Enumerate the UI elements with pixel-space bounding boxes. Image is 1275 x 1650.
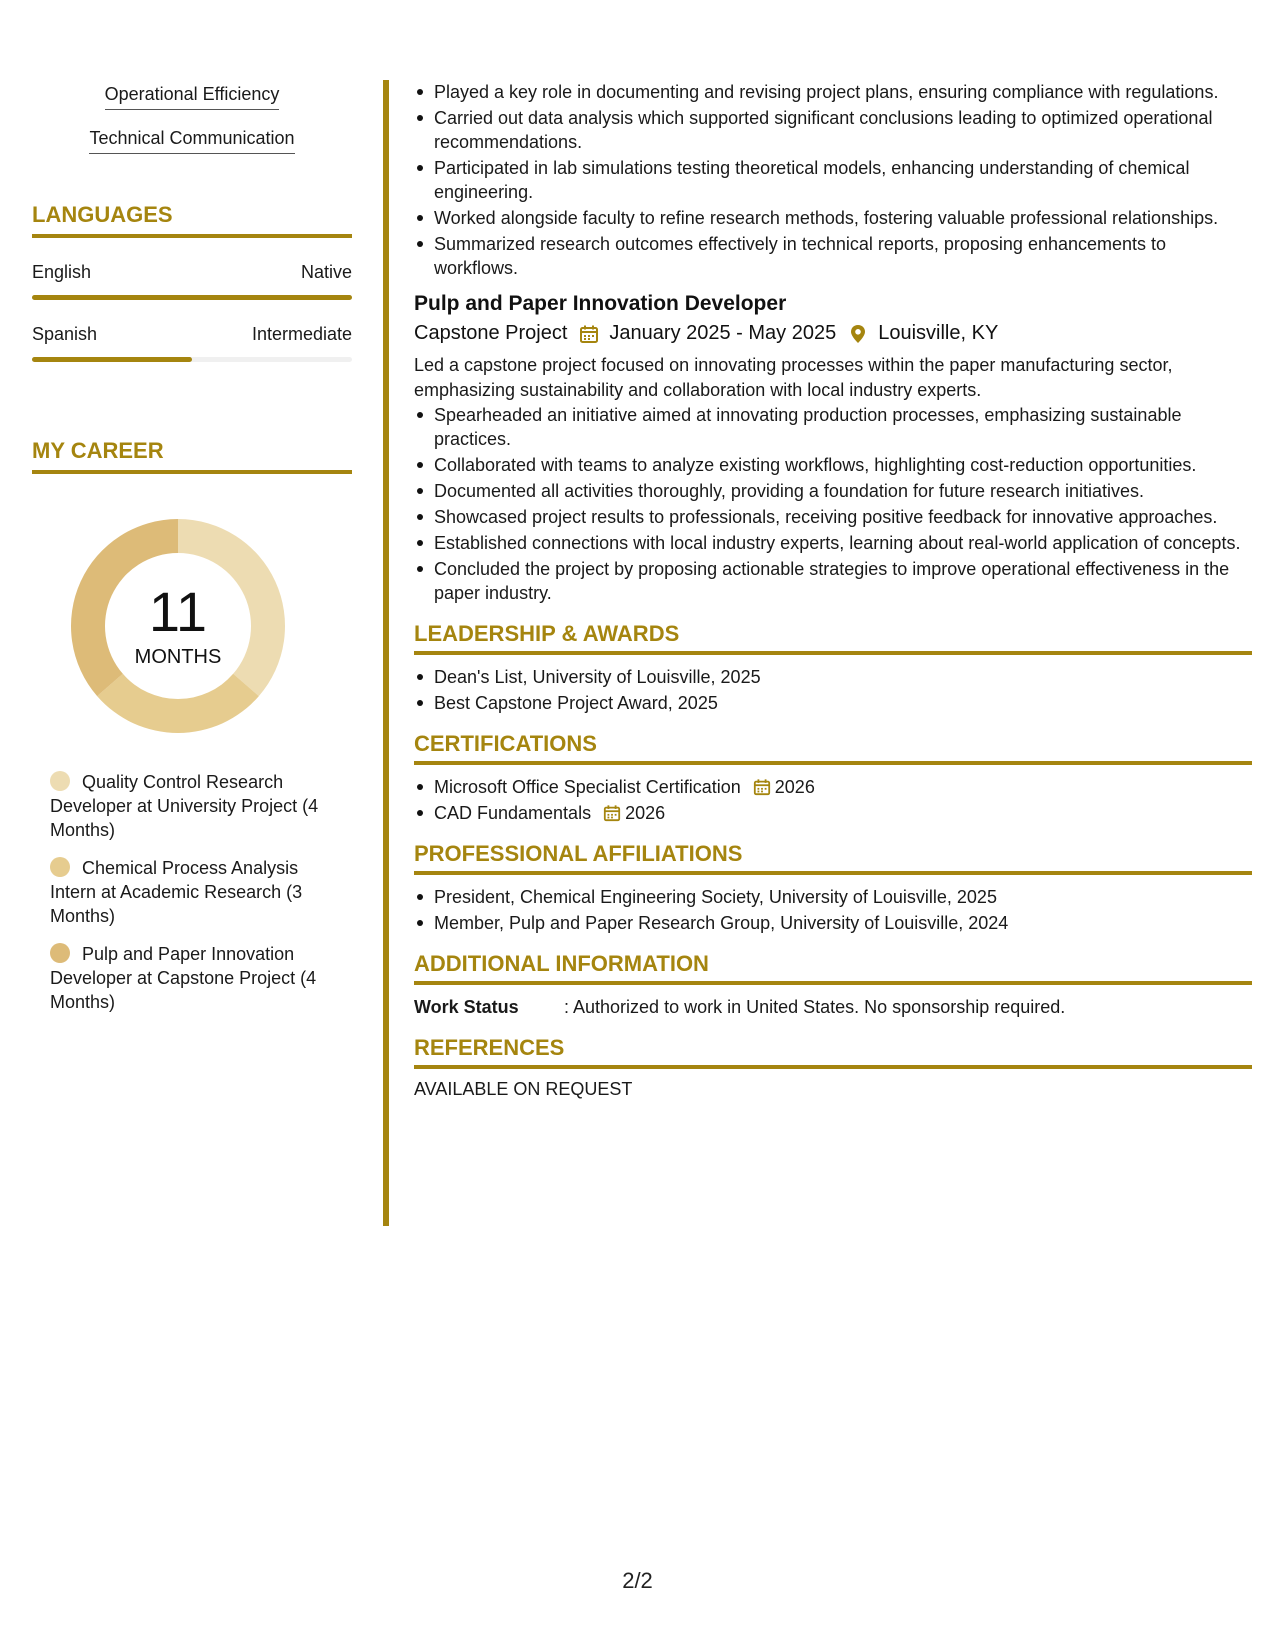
career-legend [32, 770, 322, 1014]
language-english [32, 262, 352, 300]
calendar-icon [603, 804, 621, 822]
work-status-row [414, 995, 1252, 1019]
legend-dot [50, 857, 70, 877]
language-bar [32, 357, 352, 362]
job-company: Capstone Project [414, 322, 568, 344]
bullet-item: Spearheaded an initiative aimed at innovating production processes, emphasizing sustainable practices. [414, 403, 1252, 451]
bullet-item: Collaborated with teams to analyze existing workflows, highlighting cost-reduction opportunities. [414, 453, 1252, 477]
career-legend-item: Chemical Process Analysis Intern at Academic Research (3 Months) [50, 858, 303, 926]
certification-year: 2026 [625, 803, 666, 823]
job-dates: January 2025 - May 2025 [609, 322, 837, 344]
bullet-item: Best Capstone Project Award, 2025 [414, 691, 1252, 715]
legend-dot [50, 943, 70, 963]
bullet-item: Documented all activities thoroughly, providing a foundation for future research initiatives. [414, 479, 1252, 503]
career-donut [32, 514, 352, 754]
bullet-item: President, Chemical Engineering Society, University of Louisville, 2025 [414, 885, 1252, 909]
language-spanish [32, 324, 352, 362]
calendar-icon [579, 324, 599, 344]
certifications-heading: CERTIFICATIONS [414, 731, 1252, 765]
bullet-item: Member, Pulp and Paper Research Group, University of Louisville, 2024 [414, 911, 1252, 935]
job-bullets [414, 403, 1252, 605]
affiliations-heading: PROFESSIONAL AFFILIATIONS [414, 841, 1252, 875]
main-column [414, 80, 1252, 1100]
references-text: AVAILABLE ON REQUEST [414, 1079, 633, 1099]
bullet-item: Concluded the project by proposing actionable strategies to improve operational effectiveness in the paper industry. [414, 557, 1252, 605]
page-number: 2/2 [622, 1568, 653, 1593]
career-unit: MONTHS [134, 645, 222, 668]
references-heading: REFERENCES [414, 1035, 1252, 1069]
bullet-item: Summarized research outcomes effectively in technical reports, proposing enhancements to workflows. [414, 232, 1252, 280]
job-meta [414, 322, 1252, 345]
additional-info-heading: ADDITIONAL INFORMATION [414, 951, 1252, 985]
sidebar [32, 84, 352, 1028]
language-level: Intermediate [251, 324, 352, 344]
previous-job-bullets [414, 80, 1252, 280]
language-bar-fill [32, 357, 192, 362]
skill-technical-communication: Technical Communication [89, 128, 294, 154]
bullet-item: Carried out data analysis which supported significant conclusions leading to optimized operational recommendations. [414, 106, 1252, 154]
calendar-icon [753, 778, 771, 796]
language-bar-fill [32, 295, 352, 300]
bullet-item: Participated in lab simulations testing theoretical models, enhancing understanding of chemical engineering. [414, 156, 1252, 204]
job-location: Louisville, KY [878, 322, 999, 344]
bullet-item: Worked alongside faculty to refine research methods, fostering valuable professional relationships. [414, 206, 1252, 230]
affiliations-list [414, 885, 1252, 935]
bullet-item: Played a key role in documenting and revising project plans, ensuring compliance with regulations. [414, 80, 1252, 104]
language-name: Spanish [32, 324, 98, 344]
leadership-heading: LEADERSHIP & AWARDS [414, 621, 1252, 655]
certification-item [414, 775, 1252, 799]
bullet-item: Showcased project results to professionals, receiving positive feedback for innovative approaches. [414, 505, 1252, 529]
certification-year: 2026 [774, 777, 815, 797]
certification-item [414, 801, 1252, 825]
career-total: 11 [148, 579, 208, 643]
career-legend-item: Quality Control Research Developer at University Project (4 Months) [50, 772, 319, 840]
language-name: English [32, 262, 92, 282]
job-description: Led a capstone project focused on innovating processes within the paper manufacturing sector, emphasizing sustainability and collaboration with local industry experts. [414, 355, 1173, 400]
legend-dot [50, 771, 70, 791]
bullet-item: Dean's List, University of Louisville, 2025 [414, 665, 1252, 689]
career-heading: MY CAREER [32, 438, 352, 474]
languages-heading: LANGUAGES [32, 202, 352, 238]
certification-name: CAD Fundamentals [434, 803, 592, 823]
work-status-key: Work Status [414, 997, 519, 1017]
leadership-list [414, 665, 1252, 715]
column-divider [383, 80, 389, 1226]
career-legend-item: Pulp and Paper Innovation Developer at Capstone Project (4 Months) [50, 944, 317, 1012]
job-title: Pulp and Paper Innovation Developer [414, 292, 787, 315]
skill-operational-efficiency: Operational Efficiency [105, 84, 280, 110]
language-level: Native [300, 262, 352, 282]
certification-name: Microsoft Office Specialist Certification [434, 777, 741, 797]
language-bar [32, 295, 352, 300]
certifications-list [414, 775, 1252, 825]
location-pin-icon [848, 324, 868, 344]
work-status-value: : Authorized to work in United States. No sponsorship required. [564, 997, 1066, 1017]
bullet-item: Established connections with local industry experts, learning about real-world application of concepts. [414, 531, 1252, 555]
